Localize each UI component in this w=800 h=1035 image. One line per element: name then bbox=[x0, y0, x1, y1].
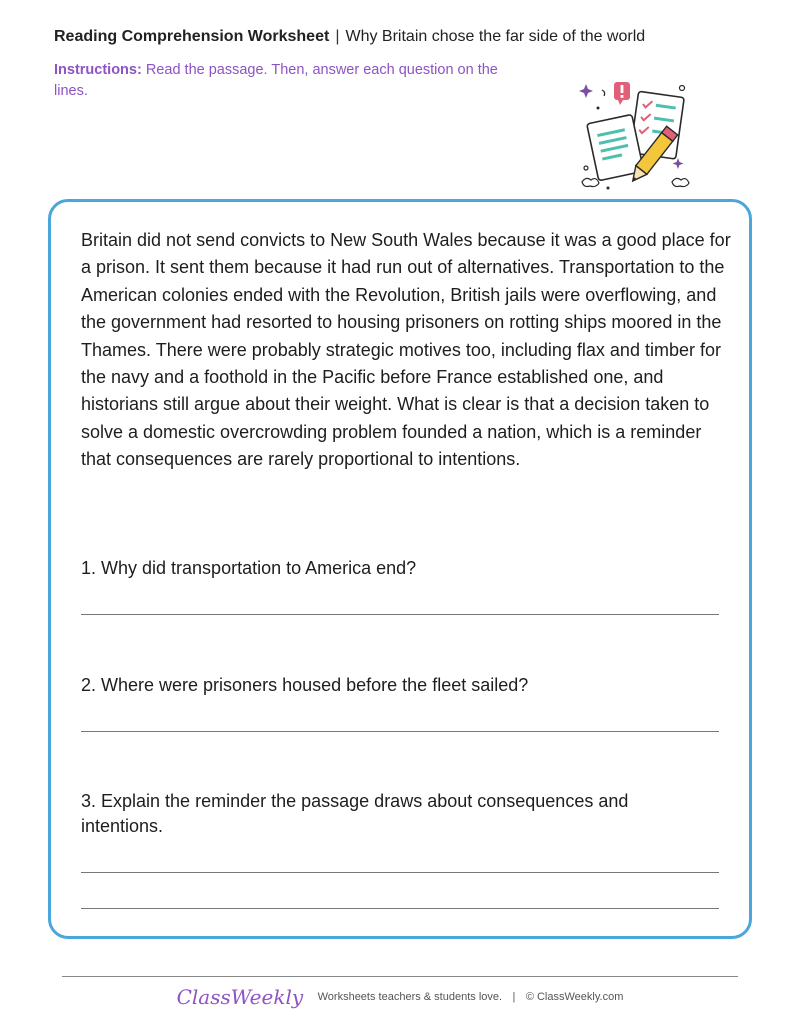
answer-line-2[interactable] bbox=[81, 731, 719, 732]
worksheet-header bbox=[54, 28, 645, 46]
worksheet-title: Reading Comprehension Worksheet bbox=[54, 28, 330, 45]
question-2: 2. Where were prisoners housed before the fleet sailed? bbox=[81, 675, 529, 695]
answer-line-3b[interactable] bbox=[81, 908, 719, 909]
reading-passage: Britain did not send convicts to New South Wales because it was a good place for a prison. It sent them because it had run out of alternatives. Transportation to the American colonies ended with the Revolution, British jails were overflowing, and the government had resorted to housing prisoners on rotting ships moored in the Thames. There were probably strategic motives too, including flax and timber for the navy and a foothold in the Pacific before France established one, and historians still argue about their weight. What is clear is that a decision taken to solve a domestic overcrowding problem founded a nation, which is a reminder that consequences are rarely proportional to intentions. bbox=[81, 230, 731, 470]
footer-tagline: Worksheets teachers & students love. bbox=[317, 991, 503, 1003]
worksheet-checklist-pencil-icon bbox=[578, 78, 694, 196]
footer-separator: | bbox=[512, 991, 516, 1003]
footer-copyright: © ClassWeekly.com bbox=[525, 991, 624, 1003]
brand-logo: ClassWeekly bbox=[176, 985, 304, 1009]
instructions-text: Read the passage. Then, answer each question on the lines. bbox=[54, 62, 498, 99]
header-separator: | bbox=[335, 28, 340, 45]
footer-divider bbox=[62, 976, 738, 977]
instructions-label: Instructions: bbox=[54, 62, 142, 78]
question-1: 1. Why did transportation to America end? bbox=[81, 558, 417, 578]
worksheet-subtitle: Why Britain chose the far side of the world bbox=[345, 28, 646, 45]
answer-line-1[interactable] bbox=[81, 614, 719, 615]
answer-line-3a[interactable] bbox=[81, 872, 719, 873]
instructions bbox=[54, 60, 524, 102]
question-3: 3. Explain the reminder the passage draws about consequences and intentions. bbox=[81, 791, 629, 836]
footer bbox=[0, 985, 800, 1009]
